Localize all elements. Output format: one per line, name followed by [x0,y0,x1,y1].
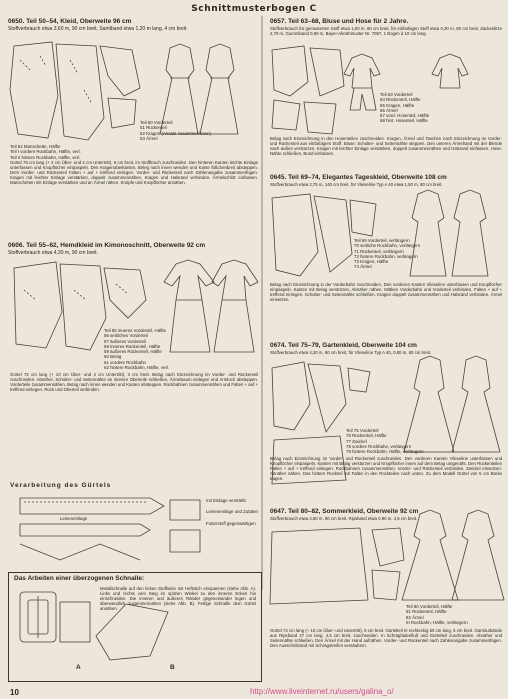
pattern-piece-64 [310,48,344,96]
pattern-piece-59 [104,268,146,318]
section-0645-body: Belag nach Einzeichnung in der Vorderbahn zuschneiden. Den vorderen Kanten Vlieseline unterfassen und Knopflöcher einpaspeln. Kanten mit Belag verstürzen, Abnäher nähen. Mittlere Vorderbahn und Vorderteil verbinden, Falten + auf + treffend einlegen. Schulter- und Seitennähte schließen. Kragen doppelt zusammennähen und Halsrand verbinden. Ärmel einsetzen. [270,282,502,303]
section-0657-text [270,136,502,172]
legend-0650-item: Teil 54 Manschette, Hälfte [10,144,61,149]
pattern-piece-III [270,528,368,604]
pattern-piece-68 [304,102,336,134]
belt-legend [206,498,262,526]
legend-0650-item: Teil I vordere Rockbahn, Hälfte, verl. [10,149,81,155]
section-0647-fabric: Stoffverbrauch etwa 4,50 m, 80 cm breit, Ripsband etwa 0,90 m, 4,5 cm breit. [270,516,418,521]
page-title: Schnittmusterbogen C [191,4,317,14]
section-0674-body: Belag nach Einzeichnung im Vorder- und Rückenteil zuschneiden. Den vorderen Kanten Vlieseline unterfassen und Knopflöcher einpaspeln. Kanten mit Belag verstürzen und Knopflöcher innen auf dem Belag umgenäht. Den Rückenteilen Falten + auf + treffend einlegen. Rockbahnen zusammennähen. Vorder- und Rückenteil verbinden. Zwickel einsetzen. Abnäher nähen. Das hintere Rockteil mit Falten in den Rockteilen nach unten. Zu dem Modell Gürtel von 5 cm Breite tragen. [270,456,502,482]
legend-0606-item: 57 äußeres Vorderteil [104,338,146,344]
legend-0650-item: 51 Rückenteil [140,125,167,131]
legend-0606-item: 59 äußeres Rückenteil, Hälfte [104,349,162,355]
buckle-label-a: A [76,664,81,671]
legend-0674-item: 78 vordere Rockbahn, verlängern [346,443,412,449]
section-0657-legend [380,92,502,124]
section-0606-text [10,372,258,472]
section-0674-title: 0674. Teil 75–79, Gartenkleid, Oberweite 104 cm [270,342,417,349]
pattern-piece-71 [314,196,352,272]
legend-0647-item: III Rockbahn, Hälfte, verlängern [406,619,468,625]
legend-0645-item: 74 Ärmel [354,264,372,270]
section-0606-legend [104,328,260,370]
section-0645-title: 0645. Teil 69–74, Elegantes Tageskleid, Oberweite 108 cm [270,174,447,181]
section-0657 [270,18,502,42]
pattern-piece-76 [308,364,346,432]
buckle-section [14,575,258,583]
legend-0647-item: 82 Ärmel [406,614,424,620]
section-0650-body: Gürtel 76 cm lang (+ 2 cm Über- und 2 cm Untertritt), 6 cm breit, im Stoffbruch zuschneiden. Den hinteren Kanten leichte Einlage unterfassen und Knopflöcher einpaspeln. Den Kragenoberkanten, Beleg nach innen wenden und Kante füßchenbreit absteppen. Dem Vorder- und Rückenteil Falten + auf + treffend einlegen. Vorder- und Rückenteil nach Zahlenangabe zusammenfügen. Kragen mit leichter Einlage verstärken, doppelt zusammennähen, Kragen und Halsrand verbinden. Ärmelschlitz einfassen. Manschetten mit Einlage verstärken und an Ärmel nähen. Knöpfe und Knopflöcher annähen. [10,159,258,186]
section-0606-title: 0606. Teil 55–62, Hemdkleid im Kimonoschnitt, Oberweite 92 cm [8,242,206,249]
legend-0650-item: 53 Ärmel [140,135,158,141]
section-0647 [270,508,502,522]
pattern-piece-57 [60,264,106,350]
section-0606 [8,242,258,256]
section-0606-body: Gürtel 72 cm lang (+ 10 cm Über- und 4 cm Untertritt), 3 cm breit. Belag nach Einzeichnung im Vorder- und Rückenteil zuschneiden. Abnäher, Schulter- und Seitennähte an inneren Oberteile schließen, Ärmelsaum einlegen und Armloch absteppen. Vorderteile zusammennähen, Belag nach innen wenden und Kanten absteppen. Rockbahnen zusammennähen und Falten + auf + treffend einlegen. Rock und Oberteil verbinden. [10,372,258,393]
belt-label-linen [60,516,140,521]
section-0650 [8,18,258,32]
legend-0674-item: 76 Rückenteil, Hälfte [346,433,387,439]
section-0645-text [270,282,502,340]
legend-0645-item: Teil 69 Vorderteil, verlängern [354,238,410,243]
pattern-piece-75 [272,362,310,430]
section-0657-title: 0657. Teil 63–68, Bluse und Hose für 2 Jahre. [270,18,409,25]
section-0674-text [270,456,502,506]
legend-0645-item: 73 Kragen, Hälfte [354,259,389,265]
section-0650-text [10,144,258,234]
section-0650-fabric: Stoffverbrauch etwa 3,60 m, 90 cm breit, Samtband etwa 1,20 m lang, 4 cm breit [8,26,187,32]
pattern-piece-63 [272,46,308,96]
section-belt [10,482,260,490]
legend-0650-item: Teil 50 Vorderteil [140,120,173,125]
section-0647-text [270,628,502,680]
legend-0606-item: Teil 55 inneres Vorderteil, Hälfte [104,328,166,333]
belt-label: Futterstoff gegenwärtigen [206,520,256,526]
legend-0606-item: 60 Belag [104,354,122,360]
section-0657-body: Belag nach Einzeichnung in den Hosenteilen zuschneiden. Kragen, Ärmel und Taschen nach Einzeichnung im Vorder- und Rückenteil aus einfarbigem Stoff. Bluse: Schulter- und Seitennähte steppen. Den unteren Ärmelrand mit der Blende nach außen verstürzen, Kragen mit leichter Einlage verstärken, doppelt zusammennähen und Halsrand einfassen. Hose: Nähte schließen, Bund einfassen. [270,136,502,157]
legend-0674-item: Teil 75 Vorderteil [346,428,379,433]
legend-0606-item: 62 hintere Rockbahn, Hälfte, verl. [104,365,170,371]
pattern-piece-67 [272,100,300,130]
section-0674 [270,342,502,361]
section-0606-fabric: Stoffverbrauch etwa 4,30 m, 90 cm breit. [8,250,98,256]
belt-label: mit Einlage verstärkt [206,498,246,503]
section-0650-title: 0650. Teil 50–54, Kleid, Oberweite 96 cm [8,18,132,25]
pattern-piece-55 [14,262,62,348]
legend-0606-item: 56 seitliches Vorderteil [104,333,148,339]
legend-0657-item: 67 vord. Hosenteil, Hälfte [380,113,430,119]
legend-0657-item: 68 hint. Hosenteil, Hälfte [380,118,428,124]
legend-0674-item: 79 hintere Rockbahn, Hälfte, verlängern [346,449,424,455]
buckle-title: Das Arbeiten einer überzogenen Schnalle: [14,575,145,582]
buckle-text [100,586,256,638]
legend-0657-item: 64 Rückenteil, Hälfte [380,97,421,103]
section-0650-legend [140,120,258,141]
belt-title: Verarbeitung des Gürtels [10,482,112,489]
pattern-piece-77 [348,368,370,392]
legend-0645-item: 71 Rückenteil, verlängern [354,248,404,254]
section-0645-fabric: Stoffverbrauch etwa 2,75 m, 140 cm breit, für Vlieseline Typ A 40 etwa 1,50 m, 80 cm breit. [270,182,443,187]
belt-illustration [20,498,200,560]
legend-0606-item: 58 inneres Rückenteil, Hälfte [104,343,161,349]
section-0647-legend [406,604,502,625]
pattern-piece-81 [372,570,400,600]
legend-0645-item: 70 seitliche Rockbahn, verlängern [354,243,421,249]
section-0657-fabric: Stoffverbrauch für gemusterten Stoff etwa 1,00 m, 80 cm breit, für einfarbigen Stoff etwa 0,30 m, 80 cm breit, Zackenlitze 2,70 m, Gummiband 0,90 m, Bayer-Abnähmuster Nr. 7057, 1 Bogen à 10 cm lang. [270,26,502,37]
dress-0647-sketch [402,510,504,600]
buckle-label-b: B [170,664,175,671]
section-0674-fabric: Stoffverbrauch etwa 4,20 m, 90 cm breit, für Vlieseline Typ A 40, 0,80 m, 80 cm breit. [270,350,432,355]
pattern-piece-52 [108,98,136,128]
legend-0657-item: 65 Kragen, Hälfte [380,102,415,108]
section-0647-body: Gürtel 74 cm lang (+ 10 cm Über- und Untertritt), 6 cm breit. Gürtelteil III rechteckig 50 cm lang, 5 cm breit. Garniturbände aus Ripsband 27 cm lang, 4,5 cm breit, zuschneiden. In Schrägfadenfluß und Gürtelteil zuschneiden. Abnäher und Seitennähte schließen. Den Ärmel mit der Hand aufnähen. Vorder- und Rückenteil nach Zahlenangabe zusammenfügen. Den Ausschnittrand mit Schrägstreifen versäubern. [270,628,502,649]
pattern-piece-69 [272,194,318,276]
legend-0647-item: 81 Rückenteil, Hälfte [406,609,447,615]
section-0645 [270,174,502,193]
legend-0606-item: 61 vordere Rockbahn [104,359,146,365]
section-0674-legend [346,428,446,454]
legend-0657-item: Teil 63 Vorderteil [380,92,413,97]
pattern-piece-53 [100,46,140,96]
section-0645-legend [354,238,454,270]
legend-0650-item: 52 Kragen (Ansatz zusammenlesen) [140,130,212,136]
belt-label: Leineneinlage und Zutaten [206,509,258,515]
pattern-piece-51 [56,44,104,140]
pattern-piece-50 [10,42,58,138]
section-0647-title: 0647. Teil 80–82, Sommerkleid, Oberweite 92 cm [270,508,419,515]
buckle-body: Metallschnalle auf den linken Stoffseite mit Heftstich einspannen (siehe Abb. A). Links und rechts vom Steg im spitzen Winkel zu den inneren Ecken hin einschneiden. Die inneren und äußeren Ränder gegeneinander legen und überwendlich zusammennähen (siehe Abb. B). Fertige Schnalle dem Gürtel annähen. [100,586,256,612]
pattern-piece-80 [372,528,404,566]
legend-0650-item: Teil II hintere Rockbahn, Hälfte, verl. [10,154,81,160]
legend-0674-item: 77 Zwickel [346,438,367,444]
legend-0657-item: 66 Ärmel [380,107,398,113]
page-number: 10 [10,688,19,697]
watermark-link[interactable]: http://www.liveinternet.ru/users/galina_o/ [250,687,394,696]
belt-label: Leineneinlage [60,516,88,521]
legend-0645-item: 72 hintere Rockbahn, verlängern [354,253,418,259]
legend-0647-item: Teil 80 Vorderteil, Hälfte [406,604,453,609]
pattern-piece-73 [350,200,376,236]
